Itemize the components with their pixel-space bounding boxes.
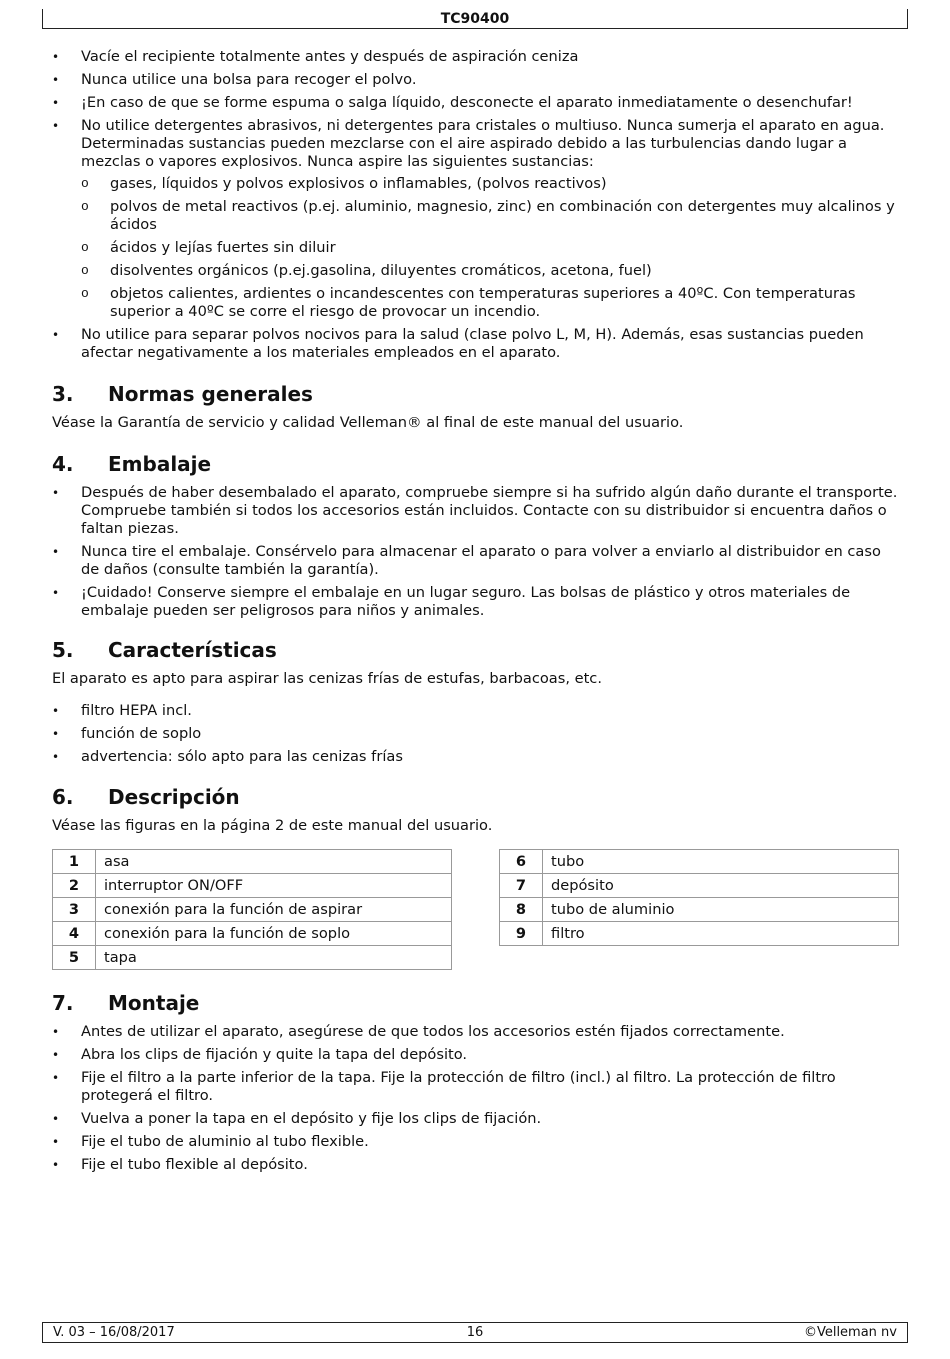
table-row: 6 tubo (500, 850, 899, 874)
safety-list (52, 48, 902, 362)
parts-table-left (52, 849, 452, 970)
table-row: 8 tubo de aluminio (500, 898, 899, 922)
version-date: V. 03 – 16/08/2017 (53, 1325, 175, 1340)
list-item: • ¡Cuidado! Conserve siempre el embalaje en un lugar seguro. Las bolsas de plástico y otros materiales de embalaje pueden ser peligrosos para niños y animales. (52, 584, 902, 620)
section-heading-7: 7. Montaje (52, 991, 200, 1015)
list-item: • Vuelva a poner la tapa en el depósito y fije los clips de fijación. (52, 1110, 902, 1128)
sub-list-item: o ácidos y lejías fuertes sin diluir (81, 239, 902, 257)
section-3-text: Véase la Garantía de servicio y calidad Velleman® al final de este manual del usuario. (52, 414, 684, 431)
features-list (52, 702, 902, 766)
model-number: TC90400 (440, 11, 510, 27)
table-row: 2 interruptor ON/OFF (53, 874, 452, 898)
list-item: • Nunca tire el embalaje. Consérvelo para almacenar el aparato o para volver a enviarlo al distribuidor en caso de daños (consulte también la garantía). (52, 543, 902, 579)
section-heading-6: 6. Descripción (52, 785, 240, 809)
list-item: • Nunca utilice una bolsa para recoger el polvo. (52, 71, 902, 89)
list-item: • No utilice detergentes abrasivos, ni detergentes para cristales o multiuso. Nunca sumerja el aparato en agua. Determinadas sustancias pueden mezclarse con el aire aspirado debido a las turbulencias dando lugar a mezclas o vapores explosivos. Nunca aspire las siguientes sustancias: o gases, líquidos y polvos explosivos o inflamables, (polvos reactivos) o polvos de metal reactivos (p.ej. aluminio, magnesio, zinc) en combinación con detergentes muy alcalinos y ácidos o ácidos y lejías fuertes sin diluir o disolventes orgánicos (p.ej.gasolina, diluyentes cromáticos, acetona, fuel) o objetos calientes, ardientes o incandescentes con temperaturas superiores a 40ºC. Con temperaturas superior a 40ºC se corre el riesgo de provocar un incendio. (52, 117, 902, 321)
parts-table-right (499, 849, 899, 946)
packaging-list (52, 484, 902, 620)
section-heading-4: 4. Embalaje (52, 452, 212, 476)
list-item: • Abra los clips de fijación y quite la tapa del depósito. (52, 1046, 902, 1064)
list-item: • Después de haber desembalado el aparato, compruebe siempre si ha sufrido algún daño durante el transporte. Compruebe también si todos los accesorios están incluidos. Contacte con su distribuidor si encuentra daños o faltan piezas. (52, 484, 902, 538)
list-item: • advertencia: sólo apto para las cenizas frías (52, 748, 902, 766)
page-header (42, 9, 908, 29)
list-item: • Antes de utilizar el aparato, asegúrese de que todos los accesorios estén fijados correctamente. (52, 1023, 902, 1041)
substances-list (81, 175, 902, 321)
list-item: • No utilice para separar polvos nocivos para la salud (clase polvo L, M, H). Además, esas sustancias pueden afectar negativamente a los materiales empleados en el aparato. (52, 326, 902, 362)
page-footer (42, 1322, 908, 1343)
list-item: • Fije el filtro a la parte inferior de la tapa. Fije la protección de filtro (incl.) al filtro. La protección de filtro protegerá el filtro. (52, 1069, 902, 1105)
table-row: 5 tapa (53, 946, 452, 970)
section-5-text: El aparato es apto para aspirar las cenizas frías de estufas, barbacoas, etc. (52, 670, 602, 687)
section-6-text: Véase las figuras en la página 2 de este manual del usuario. (52, 817, 493, 834)
table-row: 7 depósito (500, 874, 899, 898)
assembly-list (52, 1023, 902, 1174)
list-item: • Fije el tubo flexible al depósito. (52, 1156, 902, 1174)
list-item: • ¡En caso de que se forme espuma o salga líquido, desconecte el aparato inmediatamente o desenchufar! (52, 94, 902, 112)
page-content (52, 48, 902, 1179)
list-item: • función de soplo (52, 725, 902, 743)
table-row: 4 conexión para la función de soplo (53, 922, 452, 946)
sub-list-item: o disolventes orgánicos (p.ej.gasolina, diluyentes cromáticos, acetona, fuel) (81, 262, 902, 280)
parts-tables (52, 849, 902, 971)
copyright: ©Velleman nv (803, 1325, 897, 1340)
sub-list-item: o gases, líquidos y polvos explosivos o inflamables, (polvos reactivos) (81, 175, 902, 193)
page-number: 16 (466, 1325, 484, 1340)
list-item: • Vacíe el recipiente totalmente antes y después de aspiración ceniza (52, 48, 902, 66)
list-item: • filtro HEPA incl. (52, 702, 902, 720)
sub-list-item: o objetos calientes, ardientes o incandescentes con temperaturas superiores a 40ºC. Con temperaturas superior a 40ºC se corre el riesgo de provocar un incendio. (81, 285, 902, 321)
list-item: • Fije el tubo de aluminio al tubo flexible. (52, 1133, 902, 1151)
sub-list-item: o polvos de metal reactivos (p.ej. aluminio, magnesio, zinc) en combinación con detergentes muy alcalinos y ácidos (81, 198, 902, 234)
table-row: 9 filtro (500, 922, 899, 946)
table-row: 1 asa (53, 850, 452, 874)
table-row: 3 conexión para la función de aspirar (53, 898, 452, 922)
section-heading-3: 3. Normas generales (52, 382, 313, 406)
section-heading-5: 5. Características (52, 638, 277, 662)
